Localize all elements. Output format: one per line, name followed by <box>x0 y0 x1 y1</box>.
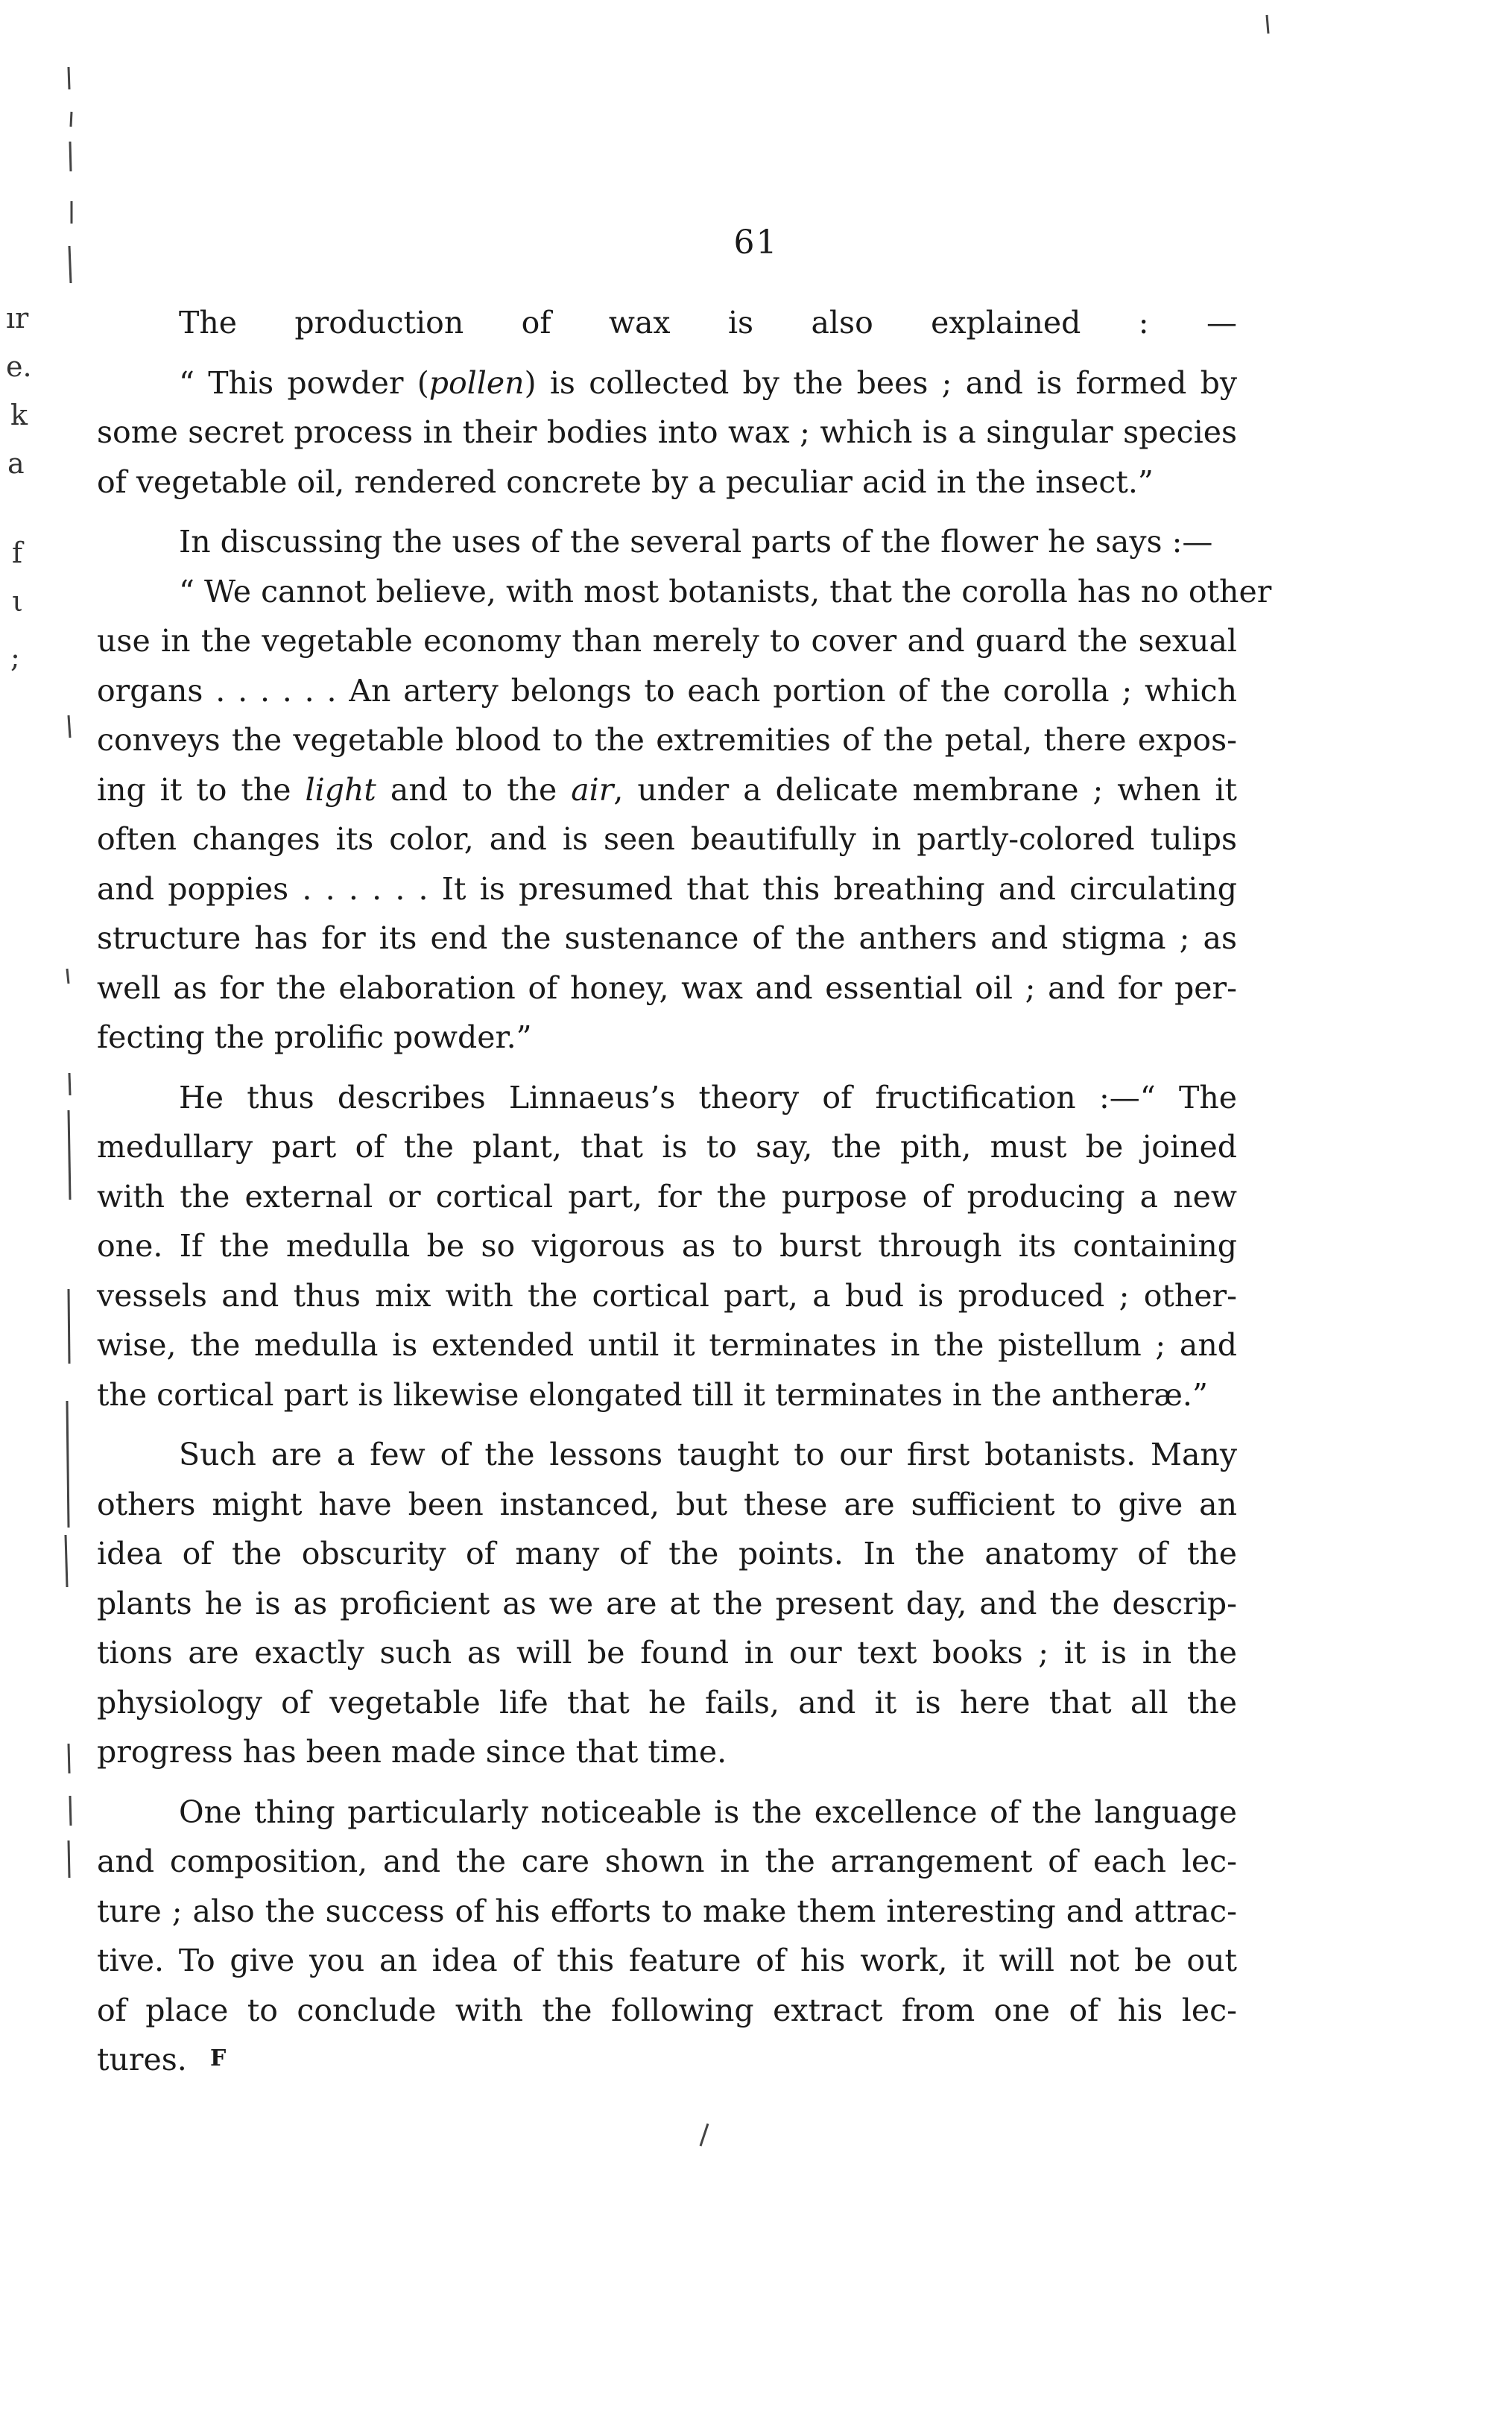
italic-term: light <box>305 771 376 808</box>
margin-fragment: k <box>10 399 28 431</box>
text-line: progress has been made since that time. <box>97 1734 727 1770</box>
text-line: wise, the medulla is extended until it terminates in the pistellum ; and <box>97 1327 1237 1363</box>
paragraph <box>97 1073 1237 1420</box>
text-line: The production of wax is also explained : — <box>179 305 1237 341</box>
margin-fragment: f <box>12 537 23 569</box>
paragraph <box>97 358 1237 507</box>
text-line: He thus describes Linnaeus’s theory of fructification :—“ The <box>179 1079 1237 1115</box>
text-line: medullary part of the plant, that is to say, the pith, must be joined <box>97 1129 1237 1165</box>
paragraph <box>97 298 1237 348</box>
text-line: of vegetable oil, rendered concrete by a peculiar acid in the insect.” <box>97 463 1154 500</box>
text-line: One thing particularly noticeable is the excellence of the language <box>179 1794 1237 1830</box>
text-line: often changes its color, and is seen beautifully in partly-colored tulips <box>97 821 1237 857</box>
text-line: vessels and thus mix with the cortical part, a bud is produced ; other- <box>97 1277 1237 1314</box>
text-line: tions are exactly such as will be found in our text books ; it is in the <box>97 1635 1237 1671</box>
text-line: others might have been instanced, but these are sufficient to give an <box>97 1486 1237 1522</box>
text-line: ture ; also the success of his efforts to make them interesting and attrac- <box>97 1893 1237 1929</box>
text-line: conveys the vegetable blood to the extremities of the petal, there expos- <box>97 722 1237 758</box>
text-line: physiology of vegetable life that he fails, and it is here that all the <box>97 1684 1237 1721</box>
paragraph <box>97 1788 1237 2085</box>
margin-fragment: ι <box>12 585 23 618</box>
text-line: Such are a few of the lessons taught to our first botanists. Many <box>179 1437 1237 1472</box>
text-line: idea of the obscurity of many of the points. In the anatomy of the <box>97 1536 1237 1572</box>
text-line: tive. To give you an idea of this feature of his work, it will not be out <box>97 1943 1237 1978</box>
italic-term: air <box>571 771 614 808</box>
margin-fragment: ır <box>6 302 29 335</box>
italic-term: pollen <box>428 364 525 401</box>
text-line: use in the vegetable economy than merely to cover and guard the sexual <box>97 623 1237 659</box>
paragraph <box>97 517 1272 1063</box>
margin-fragment: e. <box>6 350 32 383</box>
text-line: well as for the elaboration of honey, wax and essential oil ; and for per- <box>97 969 1237 1006</box>
text-line: of place to conclude with the following extract from one of his lec- <box>97 1992 1237 2028</box>
text-line: structure has for its end the sustenance of the anthers and stigma ; as <box>97 920 1237 956</box>
text-line: the cortical part is likewise elongated till it terminates in the antheræ.” <box>97 1376 1208 1413</box>
text-line: “ We cannot believe, with most botanists, that the corolla has no other <box>179 573 1272 610</box>
body-text <box>97 298 1272 2085</box>
page-number: 61 <box>733 224 779 262</box>
text-line: tures. <box>97 2042 187 2077</box>
margin-fragment: ; <box>10 641 20 674</box>
text-line: ing it to the light and to the air, under a delicate membrane ; when it <box>97 771 1237 808</box>
margin-fragment: a <box>7 447 25 480</box>
text-line: In discussing the uses of the several parts of the flower he says :— <box>179 524 1213 560</box>
text-line: “ This powder (pollen) is collected by the bees ; and is formed by <box>179 364 1237 401</box>
text-line: fecting the prolific powder.” <box>97 1019 532 1055</box>
text-line: and composition, and the care shown in the arrangement of each lec- <box>97 1843 1237 1879</box>
text-line: organs . . . . . . An artery belongs to each portion of the corolla ; which <box>97 672 1237 709</box>
text-line: and poppies . . . . . . It is presumed that this breathing and circulating <box>97 870 1237 907</box>
text-line: plants he is as proficient as we are at the present day, and the descrip- <box>97 1585 1237 1621</box>
text-line: some secret process in their bodies into wax ; which is a singular species <box>97 414 1237 450</box>
signature-mark: F <box>210 2045 227 2071</box>
paragraph <box>97 1430 1237 1777</box>
text-line: one. If the medulla be so vigorous as to burst through its containing <box>97 1228 1237 1264</box>
text-line: with the external or cortical part, for the purpose of producing a new <box>97 1178 1237 1215</box>
